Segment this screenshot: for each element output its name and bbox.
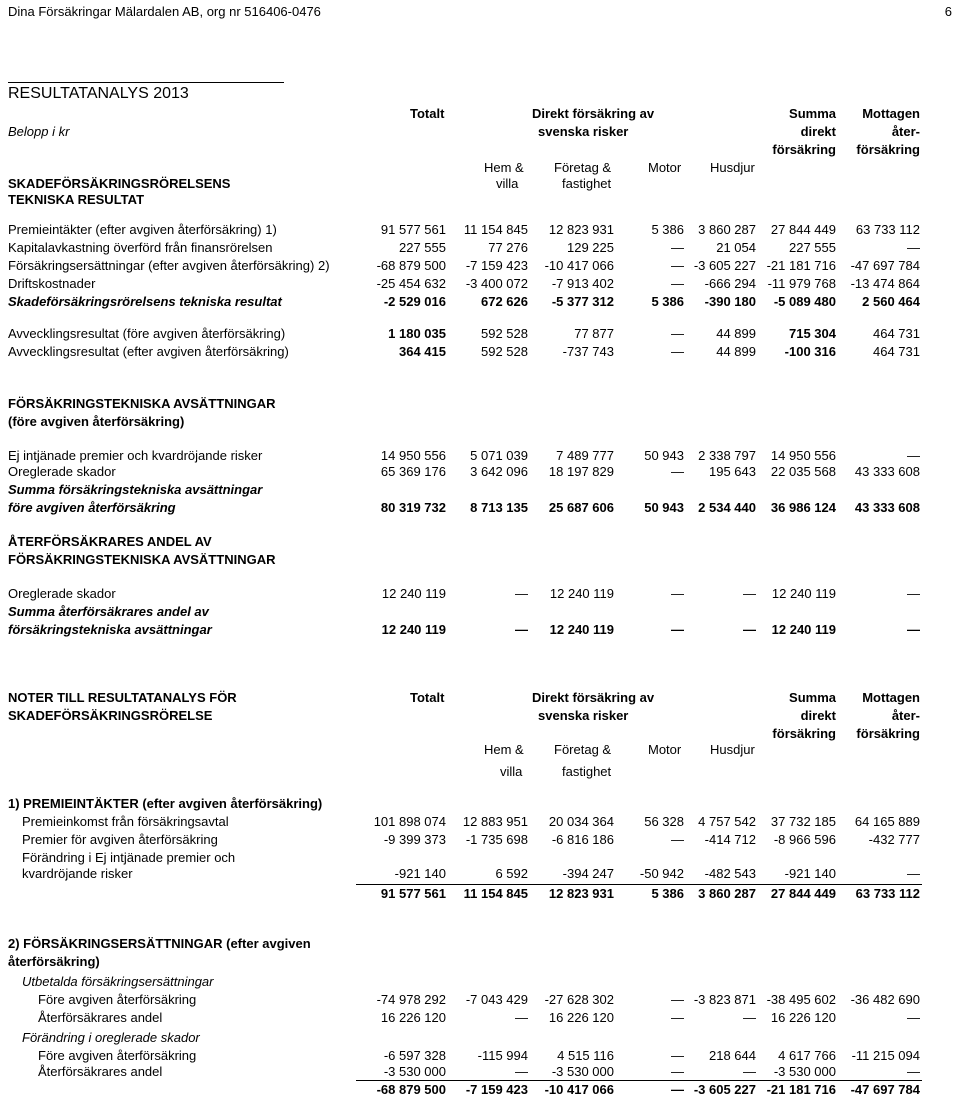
section2-heading-2: (före avgiven återförsäkring) bbox=[8, 414, 185, 429]
table-cell: 63 733 112 bbox=[855, 222, 920, 237]
note2-heading: 2) FÖRSÄKRINGSERSÄTTNINGAR (efter avgiven bbox=[8, 936, 311, 951]
table-cell: -10 417 066 bbox=[544, 258, 614, 273]
col-header-motor: Motor bbox=[648, 160, 682, 175]
table-cell: 50 943 bbox=[644, 448, 684, 463]
table-cell: — bbox=[907, 1064, 920, 1079]
table-cell: -921 140 bbox=[394, 866, 446, 881]
table-cell: 464 731 bbox=[873, 344, 920, 359]
table-cell: — bbox=[671, 832, 684, 847]
table-cell: 12 240 119 bbox=[771, 622, 836, 637]
table-cell: 16 226 120 bbox=[770, 1010, 836, 1025]
table-cell: -11 979 768 bbox=[767, 276, 836, 291]
table-cell: -3 530 000 bbox=[551, 1064, 614, 1079]
section2-heading: FÖRSÄKRINGSTEKNISKA AVSÄTTNINGAR bbox=[8, 396, 276, 411]
table-cell: -47 697 784 bbox=[850, 258, 920, 273]
table-cell: 218 644 bbox=[709, 1048, 756, 1063]
table-cell: — bbox=[515, 1010, 528, 1025]
table-cell: 14 950 556 bbox=[380, 448, 446, 463]
table-cell: -3 605 227 bbox=[693, 1082, 756, 1097]
row-label: Premieintäkter (efter avgiven återförsäkring) 1) bbox=[8, 222, 277, 237]
col-header-direkt: Direkt försäkring av bbox=[532, 106, 655, 121]
section3-heading: ÅTERFÖRSÄKRARES ANDEL AV bbox=[8, 534, 212, 549]
table-cell: -50 942 bbox=[639, 866, 684, 881]
table-cell: — bbox=[671, 276, 684, 291]
table-cell: 11 154 845 bbox=[463, 222, 528, 237]
section3-sum-label: Summa återförsäkrares andel av bbox=[8, 604, 209, 619]
table-cell: — bbox=[743, 622, 756, 637]
table-cell: -3 530 000 bbox=[383, 1064, 446, 1079]
table-cell: -414 712 bbox=[704, 832, 756, 847]
table-cell: -6 816 186 bbox=[551, 832, 614, 847]
table-cell: 44 899 bbox=[716, 326, 756, 341]
table-cell: -2 529 016 bbox=[383, 294, 446, 309]
table-cell: 91 577 561 bbox=[380, 222, 446, 237]
col-header-summa-2: direkt bbox=[800, 124, 836, 139]
table-cell: 5 386 bbox=[651, 294, 684, 309]
table-cell: -9 399 373 bbox=[383, 832, 446, 847]
sum-rule bbox=[356, 884, 922, 885]
table-cell: 227 555 bbox=[399, 240, 446, 255]
table-cell: — bbox=[671, 258, 684, 273]
table-cell: 43 333 608 bbox=[854, 464, 920, 479]
section1-heading-2: TEKNISKA RESULTAT bbox=[8, 192, 145, 207]
table-cell: — bbox=[671, 1082, 684, 1097]
table-cell: 592 528 bbox=[481, 344, 528, 359]
row-label: Ej intjänade premier och kvardröjande risker bbox=[8, 448, 263, 463]
col-header-mottagen-2: åter- bbox=[891, 124, 920, 139]
table-cell: -666 294 bbox=[704, 276, 756, 291]
table-cell: 43 333 608 bbox=[854, 500, 920, 515]
table-cell: 18 197 829 bbox=[548, 464, 614, 479]
table-cell: -5 089 480 bbox=[773, 294, 836, 309]
page-header-left: Dina Försäkringar Mälardalen AB, org nr 516406-0476 bbox=[8, 4, 321, 19]
col-header-direkt-2: svenska risker bbox=[538, 124, 629, 139]
row-label: Oreglerade skador bbox=[8, 586, 116, 601]
table-cell: 3 860 287 bbox=[698, 886, 756, 901]
note1-change-label: Förändring i Ej intjänade premier och bbox=[22, 850, 236, 865]
table-cell: 12 823 931 bbox=[548, 222, 614, 237]
row-label: Premieinkomst från försäkringsavtal bbox=[22, 814, 229, 829]
notes-col-direkt: Direkt försäkring av bbox=[532, 690, 655, 705]
table-cell: 12 883 951 bbox=[462, 814, 528, 829]
table-cell: 5 386 bbox=[651, 886, 684, 901]
notes-col-totalt: Totalt bbox=[410, 690, 445, 705]
table-cell: — bbox=[671, 1010, 684, 1025]
table-cell: 129 225 bbox=[567, 240, 614, 255]
table-cell: — bbox=[515, 586, 528, 601]
table-cell: -10 417 066 bbox=[544, 1082, 614, 1097]
table-cell: -737 743 bbox=[562, 344, 614, 359]
row-label: Avvecklingsresultat (efter avgiven återförsäkring) bbox=[8, 344, 289, 359]
table-cell: — bbox=[671, 344, 684, 359]
table-cell: 12 240 119 bbox=[381, 586, 446, 601]
table-cell: -1 735 698 bbox=[465, 832, 528, 847]
row-label: Oreglerade skador bbox=[8, 464, 116, 479]
row-label: Före avgiven återförsäkring bbox=[38, 992, 197, 1007]
table-cell: — bbox=[907, 866, 920, 881]
section2-sum-label-2: före avgiven återförsäkring bbox=[8, 500, 176, 515]
note1-change-label-2: kvardröjande risker bbox=[22, 866, 133, 881]
col-header-totalt: Totalt bbox=[410, 106, 445, 121]
table-cell: 4 515 116 bbox=[557, 1048, 614, 1063]
table-cell: 80 319 732 bbox=[380, 500, 446, 515]
table-cell: 27 844 449 bbox=[770, 886, 836, 901]
col-header-husdjur: Husdjur bbox=[710, 160, 755, 175]
notes-col-summa-2: direkt bbox=[800, 708, 836, 723]
table-cell: 12 823 931 bbox=[548, 886, 614, 901]
row-label: Före avgiven återförsäkring bbox=[38, 1048, 197, 1063]
table-cell: 8 713 135 bbox=[470, 500, 528, 515]
row-label: Försäkringsersättningar (efter avgiven återförsäkring) 2) bbox=[8, 258, 330, 273]
table-cell: 364 415 bbox=[399, 344, 446, 359]
page-title: RESULTATANALYS 2013 bbox=[8, 85, 189, 102]
table-cell: 65 369 176 bbox=[380, 464, 446, 479]
table-cell: — bbox=[515, 622, 528, 637]
table-cell: -38 495 602 bbox=[766, 992, 836, 1007]
table-cell: — bbox=[907, 1010, 920, 1025]
table-cell: -25 454 632 bbox=[376, 276, 446, 291]
table-cell: -36 482 690 bbox=[850, 992, 920, 1007]
notes-col-motor: Motor bbox=[648, 742, 682, 757]
notes-col-mottagen-3: försäkring bbox=[856, 726, 920, 741]
table-cell: -7 043 429 bbox=[465, 992, 528, 1007]
table-cell: 11 154 845 bbox=[463, 886, 528, 901]
table-cell: — bbox=[743, 1010, 756, 1025]
table-cell: 2 560 464 bbox=[862, 294, 920, 309]
notes-col-hem: Hem & bbox=[484, 742, 524, 757]
table-cell: -7 159 423 bbox=[465, 258, 528, 273]
table-cell: 715 304 bbox=[789, 326, 836, 341]
table-cell: 25 687 606 bbox=[548, 500, 614, 515]
table-cell: — bbox=[671, 622, 684, 637]
table-cell: 16 226 120 bbox=[380, 1010, 446, 1025]
table-cell: -394 247 bbox=[562, 866, 614, 881]
table-cell: -68 879 500 bbox=[376, 1082, 446, 1097]
col-header-hem-2: villa bbox=[496, 176, 519, 191]
table-cell: -13 474 864 bbox=[850, 276, 920, 291]
table-cell: 7 489 777 bbox=[556, 448, 614, 463]
table-cell: — bbox=[671, 240, 684, 255]
table-cell: -21 181 716 bbox=[766, 1082, 836, 1097]
table-cell: 464 731 bbox=[873, 326, 920, 341]
note2-sub2: Förändring i oreglerade skador bbox=[22, 1030, 200, 1045]
table-cell: -7 913 402 bbox=[551, 276, 614, 291]
table-cell: — bbox=[907, 448, 920, 463]
table-cell: 195 643 bbox=[709, 464, 756, 479]
table-cell: -3 400 072 bbox=[465, 276, 528, 291]
note1-heading: 1) PREMIEINTÄKTER (efter avgiven återförsäkring) bbox=[8, 796, 323, 811]
notes-col-direkt-2: svenska risker bbox=[538, 708, 629, 723]
table-cell: 3 642 096 bbox=[470, 464, 528, 479]
sum-rule bbox=[356, 1080, 922, 1081]
table-cell: — bbox=[907, 240, 920, 255]
table-cell: 6 592 bbox=[495, 866, 528, 881]
table-cell: -6 597 328 bbox=[383, 1048, 446, 1063]
table-cell: 64 165 889 bbox=[854, 814, 920, 829]
row-label: Driftskostnader bbox=[8, 276, 96, 291]
table-cell: 77 276 bbox=[488, 240, 528, 255]
table-cell: -5 377 312 bbox=[551, 294, 614, 309]
belopp-label: Belopp i kr bbox=[8, 124, 70, 139]
col-header-summa-3: försäkring bbox=[772, 142, 836, 157]
col-header-foretag-2: fastighet bbox=[562, 176, 612, 191]
section3-heading-2: FÖRSÄKRINGSTEKNISKA AVSÄTTNINGAR bbox=[8, 552, 276, 567]
table-cell: 91 577 561 bbox=[380, 886, 446, 901]
col-header-mottagen-3: försäkring bbox=[856, 142, 920, 157]
notes-col-husdjur: Husdjur bbox=[710, 742, 755, 757]
notes-heading-2: SKADEFÖRSÄKRINGSRÖRELSE bbox=[8, 708, 213, 723]
table-cell: 37 732 185 bbox=[770, 814, 836, 829]
table-cell: — bbox=[671, 1064, 684, 1079]
section2-sum-label: Summa försäkringstekniska avsättningar bbox=[8, 482, 263, 497]
table-cell: — bbox=[743, 586, 756, 601]
col-header-foretag: Företag & bbox=[554, 160, 612, 175]
row-label: Skadeförsäkringsrörelsens tekniska resultat bbox=[8, 294, 282, 309]
table-cell: -432 777 bbox=[868, 832, 920, 847]
row-label: Återförsäkrares andel bbox=[38, 1010, 163, 1025]
table-cell: -7 159 423 bbox=[465, 1082, 528, 1097]
col-header-summa: Summa bbox=[789, 106, 836, 121]
notes-col-summa-3: försäkring bbox=[772, 726, 836, 741]
table-cell: 5 386 bbox=[651, 222, 684, 237]
row-label: Kapitalavkastning överförd från finansrörelsen bbox=[8, 240, 273, 255]
table-cell: — bbox=[671, 586, 684, 601]
table-cell: -3 530 000 bbox=[773, 1064, 836, 1079]
table-cell: 14 950 556 bbox=[770, 448, 836, 463]
table-cell: -21 181 716 bbox=[766, 258, 836, 273]
table-cell: 227 555 bbox=[789, 240, 836, 255]
table-cell: -115 994 bbox=[477, 1048, 528, 1063]
table-cell: — bbox=[907, 622, 920, 637]
table-cell: — bbox=[515, 1064, 528, 1079]
table-cell: 21 054 bbox=[716, 240, 756, 255]
table-cell: -3 605 227 bbox=[693, 258, 756, 273]
table-cell: -921 140 bbox=[784, 866, 836, 881]
table-cell: 101 898 074 bbox=[373, 814, 446, 829]
table-cell: 12 240 119 bbox=[381, 622, 446, 637]
table-cell: -74 978 292 bbox=[376, 992, 446, 1007]
table-cell: -100 316 bbox=[784, 344, 836, 359]
notes-col-foretag-2: fastighet bbox=[562, 764, 612, 779]
table-cell: -3 823 871 bbox=[693, 992, 756, 1007]
table-cell: 12 240 119 bbox=[771, 586, 836, 601]
notes-col-summa: Summa bbox=[789, 690, 836, 705]
table-cell: 1 180 035 bbox=[388, 326, 446, 341]
table-cell: — bbox=[671, 992, 684, 1007]
table-cell: -47 697 784 bbox=[850, 1082, 920, 1097]
table-cell: -11 215 094 bbox=[851, 1048, 920, 1063]
notes-heading: NOTER TILL RESULTATANALYS FÖR bbox=[8, 690, 237, 705]
table-cell: 63 733 112 bbox=[855, 886, 920, 901]
table-cell: 2 338 797 bbox=[698, 448, 756, 463]
table-cell: -27 628 302 bbox=[544, 992, 614, 1007]
table-cell: 672 626 bbox=[481, 294, 528, 309]
table-cell: 3 860 287 bbox=[698, 222, 756, 237]
table-cell: 44 899 bbox=[716, 344, 756, 359]
table-cell: 27 844 449 bbox=[770, 222, 836, 237]
note2-heading-2: återförsäkring) bbox=[8, 954, 100, 969]
table-cell: 12 240 119 bbox=[549, 622, 614, 637]
table-cell: 36 986 124 bbox=[770, 500, 836, 515]
table-cell: 2 534 440 bbox=[698, 500, 756, 515]
page-number: 6 bbox=[944, 4, 952, 19]
section3-sum-label-2: försäkringstekniska avsättningar bbox=[8, 622, 212, 637]
table-cell: — bbox=[671, 464, 684, 479]
row-label: Återförsäkrares andel bbox=[38, 1064, 163, 1079]
table-cell: — bbox=[743, 1064, 756, 1079]
table-cell: 56 328 bbox=[644, 814, 684, 829]
table-cell: -390 180 bbox=[704, 294, 756, 309]
table-cell: 16 226 120 bbox=[548, 1010, 614, 1025]
table-cell: 77 877 bbox=[574, 326, 614, 341]
notes-col-mottagen-2: åter- bbox=[891, 708, 920, 723]
table-cell: -482 543 bbox=[704, 866, 756, 881]
notes-col-mottagen: Mottagen bbox=[862, 690, 920, 705]
title-rule bbox=[8, 82, 284, 83]
section1-heading: SKADEFÖRSÄKRINGSRÖRELSENS bbox=[8, 176, 231, 191]
table-cell: — bbox=[671, 1048, 684, 1063]
notes-col-hem-2: villa bbox=[500, 764, 523, 779]
table-cell: -68 879 500 bbox=[376, 258, 446, 273]
row-label: Avvecklingsresultat (före avgiven återförsäkring) bbox=[8, 326, 286, 341]
row-label: Premier för avgiven återförsäkring bbox=[22, 832, 218, 847]
notes-col-foretag: Företag & bbox=[554, 742, 612, 757]
table-cell: 592 528 bbox=[481, 326, 528, 341]
table-cell: 4 617 766 bbox=[778, 1048, 836, 1063]
table-cell: 20 034 364 bbox=[548, 814, 614, 829]
table-cell: 22 035 568 bbox=[770, 464, 836, 479]
table-cell: 5 071 039 bbox=[470, 448, 528, 463]
table-cell: — bbox=[907, 586, 920, 601]
table-cell: 4 757 542 bbox=[698, 814, 756, 829]
table-cell: — bbox=[671, 326, 684, 341]
note2-sub1: Utbetalda försäkringsersättningar bbox=[22, 974, 214, 989]
table-cell: -8 966 596 bbox=[773, 832, 836, 847]
col-header-hem: Hem & bbox=[484, 160, 524, 175]
col-header-mottagen: Mottagen bbox=[862, 106, 920, 121]
table-cell: 12 240 119 bbox=[549, 586, 614, 601]
table-cell: 50 943 bbox=[644, 500, 684, 515]
